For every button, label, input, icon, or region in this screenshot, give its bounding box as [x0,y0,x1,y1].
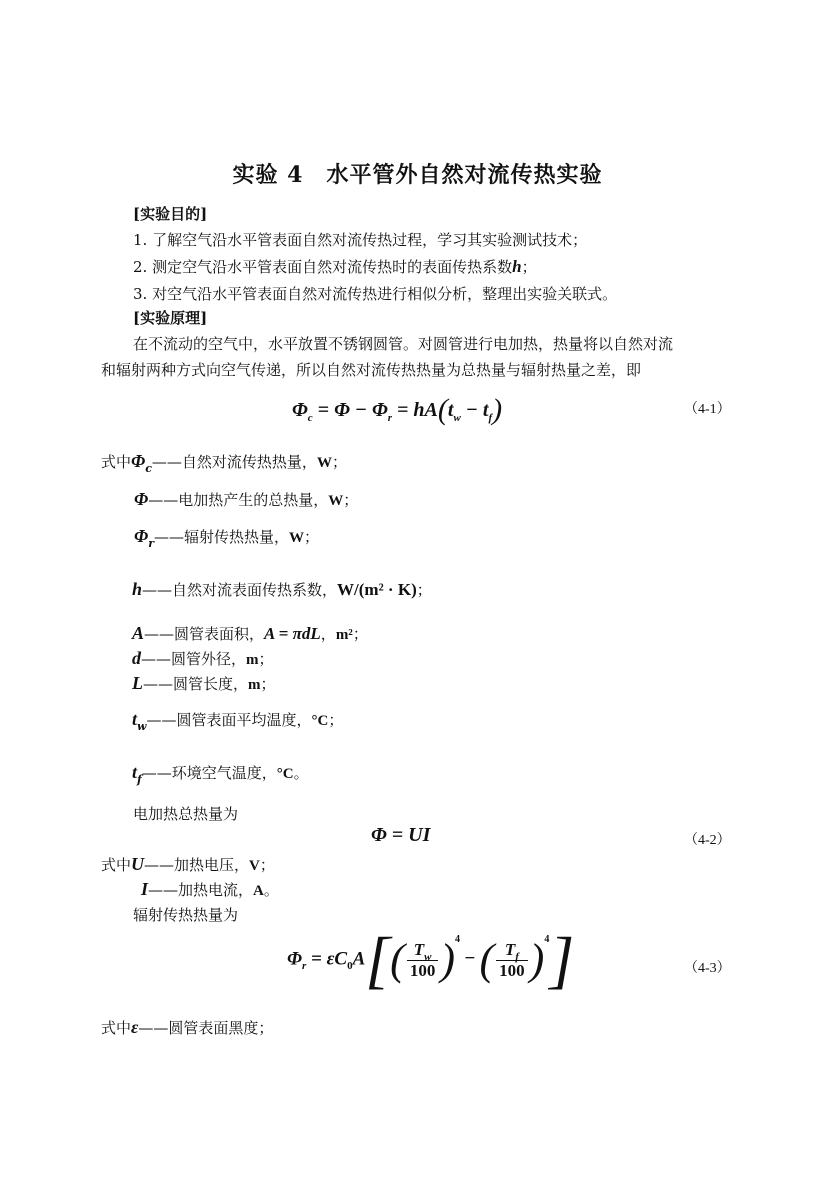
eq1-sub-w: w [453,412,461,424]
equation-4-3 [287,924,575,995]
def-sub: r [148,537,154,550]
eq3-tw: T [413,939,425,959]
equation-4-1-number: （4-1） [684,402,731,417]
purpose-heading: [实验目的] [133,205,208,223]
eq3-lbracket: [ [365,924,391,995]
def-unit: W [328,493,344,509]
def-end: ； [328,711,344,729]
eq3-den-1: 100 [409,960,436,980]
def-sub: c [145,462,152,475]
eq3-tw-sub: w [424,950,432,963]
eq3-lhs: Φ [287,948,302,970]
purpose-item-2 [133,256,537,277]
eq3-a: A [352,948,366,970]
rad-heat-intro: 辐射传热热量为 [133,906,239,924]
def-symbol: h [132,579,143,599]
equation-4-3-number: （4-3） [684,961,731,976]
def-unit: m [246,652,259,668]
def-unit: V [249,858,260,874]
def-text: ——辐射传热热量， [154,528,290,546]
def-phi [134,489,358,510]
def-text: ——圆管表面平均温度， [146,711,312,729]
eq3-tf-sub: f [515,950,519,963]
def-unit: W/(m² · K) [337,580,417,599]
eq1-rparen: ) [492,393,503,426]
principle-para-line-1: 在不流动的空气中，水平放置不锈钢圆管。对圆管进行电加热，热量将以自然对流 [133,335,674,353]
def-text: ——加热电流， [148,881,254,899]
def-symbol: U [131,854,145,874]
eq1-sub-r: r [387,412,393,424]
eq1-mid: = Φ − Φ [312,399,388,421]
def-unit: W [316,455,332,471]
eq1-lparen: ( [437,393,448,426]
eq1-sub-c: c [307,412,313,424]
def-sub: f [137,773,142,786]
eq3-rparen-1: ) [440,935,455,984]
def-phi-r [134,526,320,550]
def-end: ； [416,581,432,599]
eq3-den-2: 100 [499,960,525,980]
def-epsilon [101,1017,273,1038]
equation-4-2-number: （4-2） [684,833,731,848]
def-symbol: Φ [131,451,146,471]
def-i [141,879,279,900]
eq3-rbracket: ] [549,924,575,995]
def-unit: W [289,530,305,546]
eq3-mid: = εC [306,948,348,970]
eq2-rhs: = UI [386,824,431,846]
purpose-item-1: 1. 了解空气沿水平管表面自然对流传热过程，学习其实验测试技术； [133,231,588,249]
eq3-frac-tw [407,940,439,981]
eq3-lparen-1: ( [390,935,405,984]
def-text: ——电加热产生的总热量， [148,491,329,509]
def-text: ——圆管长度， [143,675,249,693]
def-u [101,854,275,875]
eq3-pow-2: 4 [544,934,550,946]
def-symbol: t [132,709,138,729]
def-prefix: 式中 [101,856,132,874]
def-formula: A = πdL [264,624,321,643]
page-title: 实验 4 水平管外自然对流传热实验 [232,162,603,188]
def-symbol: A [132,623,145,643]
def-d [132,648,274,669]
eq1-rhs: = hA [392,399,438,421]
def-text: ——自然对流表面传热系数， [142,581,338,599]
eq1-phi: Φ [292,399,308,421]
def-text: ——加热电压， [144,856,250,874]
def-text: ——圆管外径， [141,650,247,668]
def-a: A——圆管表面积，A = πdL，m²； [132,623,368,643]
eq1-t: t [447,399,454,421]
eq3-minus: − [463,948,476,970]
def-symbol: ε [131,1017,139,1037]
def-text: ——圆管表面积， [144,625,265,643]
def-unit: m [248,677,261,693]
def-end: ； [304,528,320,546]
purpose-item-3: 3. 对空气沿水平管表面自然对流传热进行相似分析，整理出实验关联式。 [133,285,618,303]
def-sub: w [137,720,147,733]
def-tf [132,762,309,786]
eq3-lparen-2: ( [479,935,495,984]
def-end: 。 [293,764,309,782]
def-end: ； [331,453,347,471]
def-end: ； [260,675,276,693]
def-symbol: Φ [134,489,149,509]
purpose-item-2-symbol: h [512,257,522,276]
def-prefix: 式中 [101,453,132,471]
def-text: ——自然对流传热热量， [151,453,317,471]
def-end: 。 [263,881,279,899]
eq3-pow-1: 4 [454,934,460,946]
def-end: ； [343,491,359,509]
def-end: ； [352,625,368,643]
eq3-frac-tf [496,940,528,981]
purpose-item-2-end: ； [521,258,537,276]
equation-4-2 [371,824,430,847]
def-prefix: 式中 [101,1019,132,1037]
def-unit: °C [311,713,329,729]
def-symbol: L [132,673,143,693]
def-phi-c [101,451,347,475]
def-tw [132,709,344,733]
def-text: ——环境空气温度， [141,764,277,782]
eq1-sub-f: f [488,412,493,424]
equation-4-1 [292,390,502,424]
def-symbol: d [132,648,141,668]
total-heat-intro: 电加热总热量为 [133,805,239,823]
eq3-sub-r: r [302,960,307,973]
eq3-sub-0: 0 [347,960,353,973]
def-symbol: Φ [134,526,149,546]
def-unit: °C [276,766,294,782]
purpose-item-2-text: 2. 测定空气沿水平管表面自然对流传热时的表面传热系数 [133,258,513,276]
def-text: ——圆管表面黑度； [138,1019,274,1037]
def-unit: m² [335,627,353,643]
eq3-tf: T [504,939,516,959]
def-symbol: I [141,879,149,899]
def-h [132,579,432,600]
def-symbol: t [132,762,138,782]
def-end: ； [259,856,275,874]
principle-heading: [实验原理] [133,309,208,327]
def-unit: A [253,883,264,899]
eq2-lhs: Φ [371,824,387,846]
principle-para-line-2: 和辐射两种方式向空气传递，所以自然对流传热热量为总热量与辐射热量之差，即 [101,361,642,379]
eq3-rparen-2: ) [529,935,545,984]
def-end: ； [258,650,274,668]
def-l [132,673,276,694]
eq1-minus-t: − t [460,399,489,421]
